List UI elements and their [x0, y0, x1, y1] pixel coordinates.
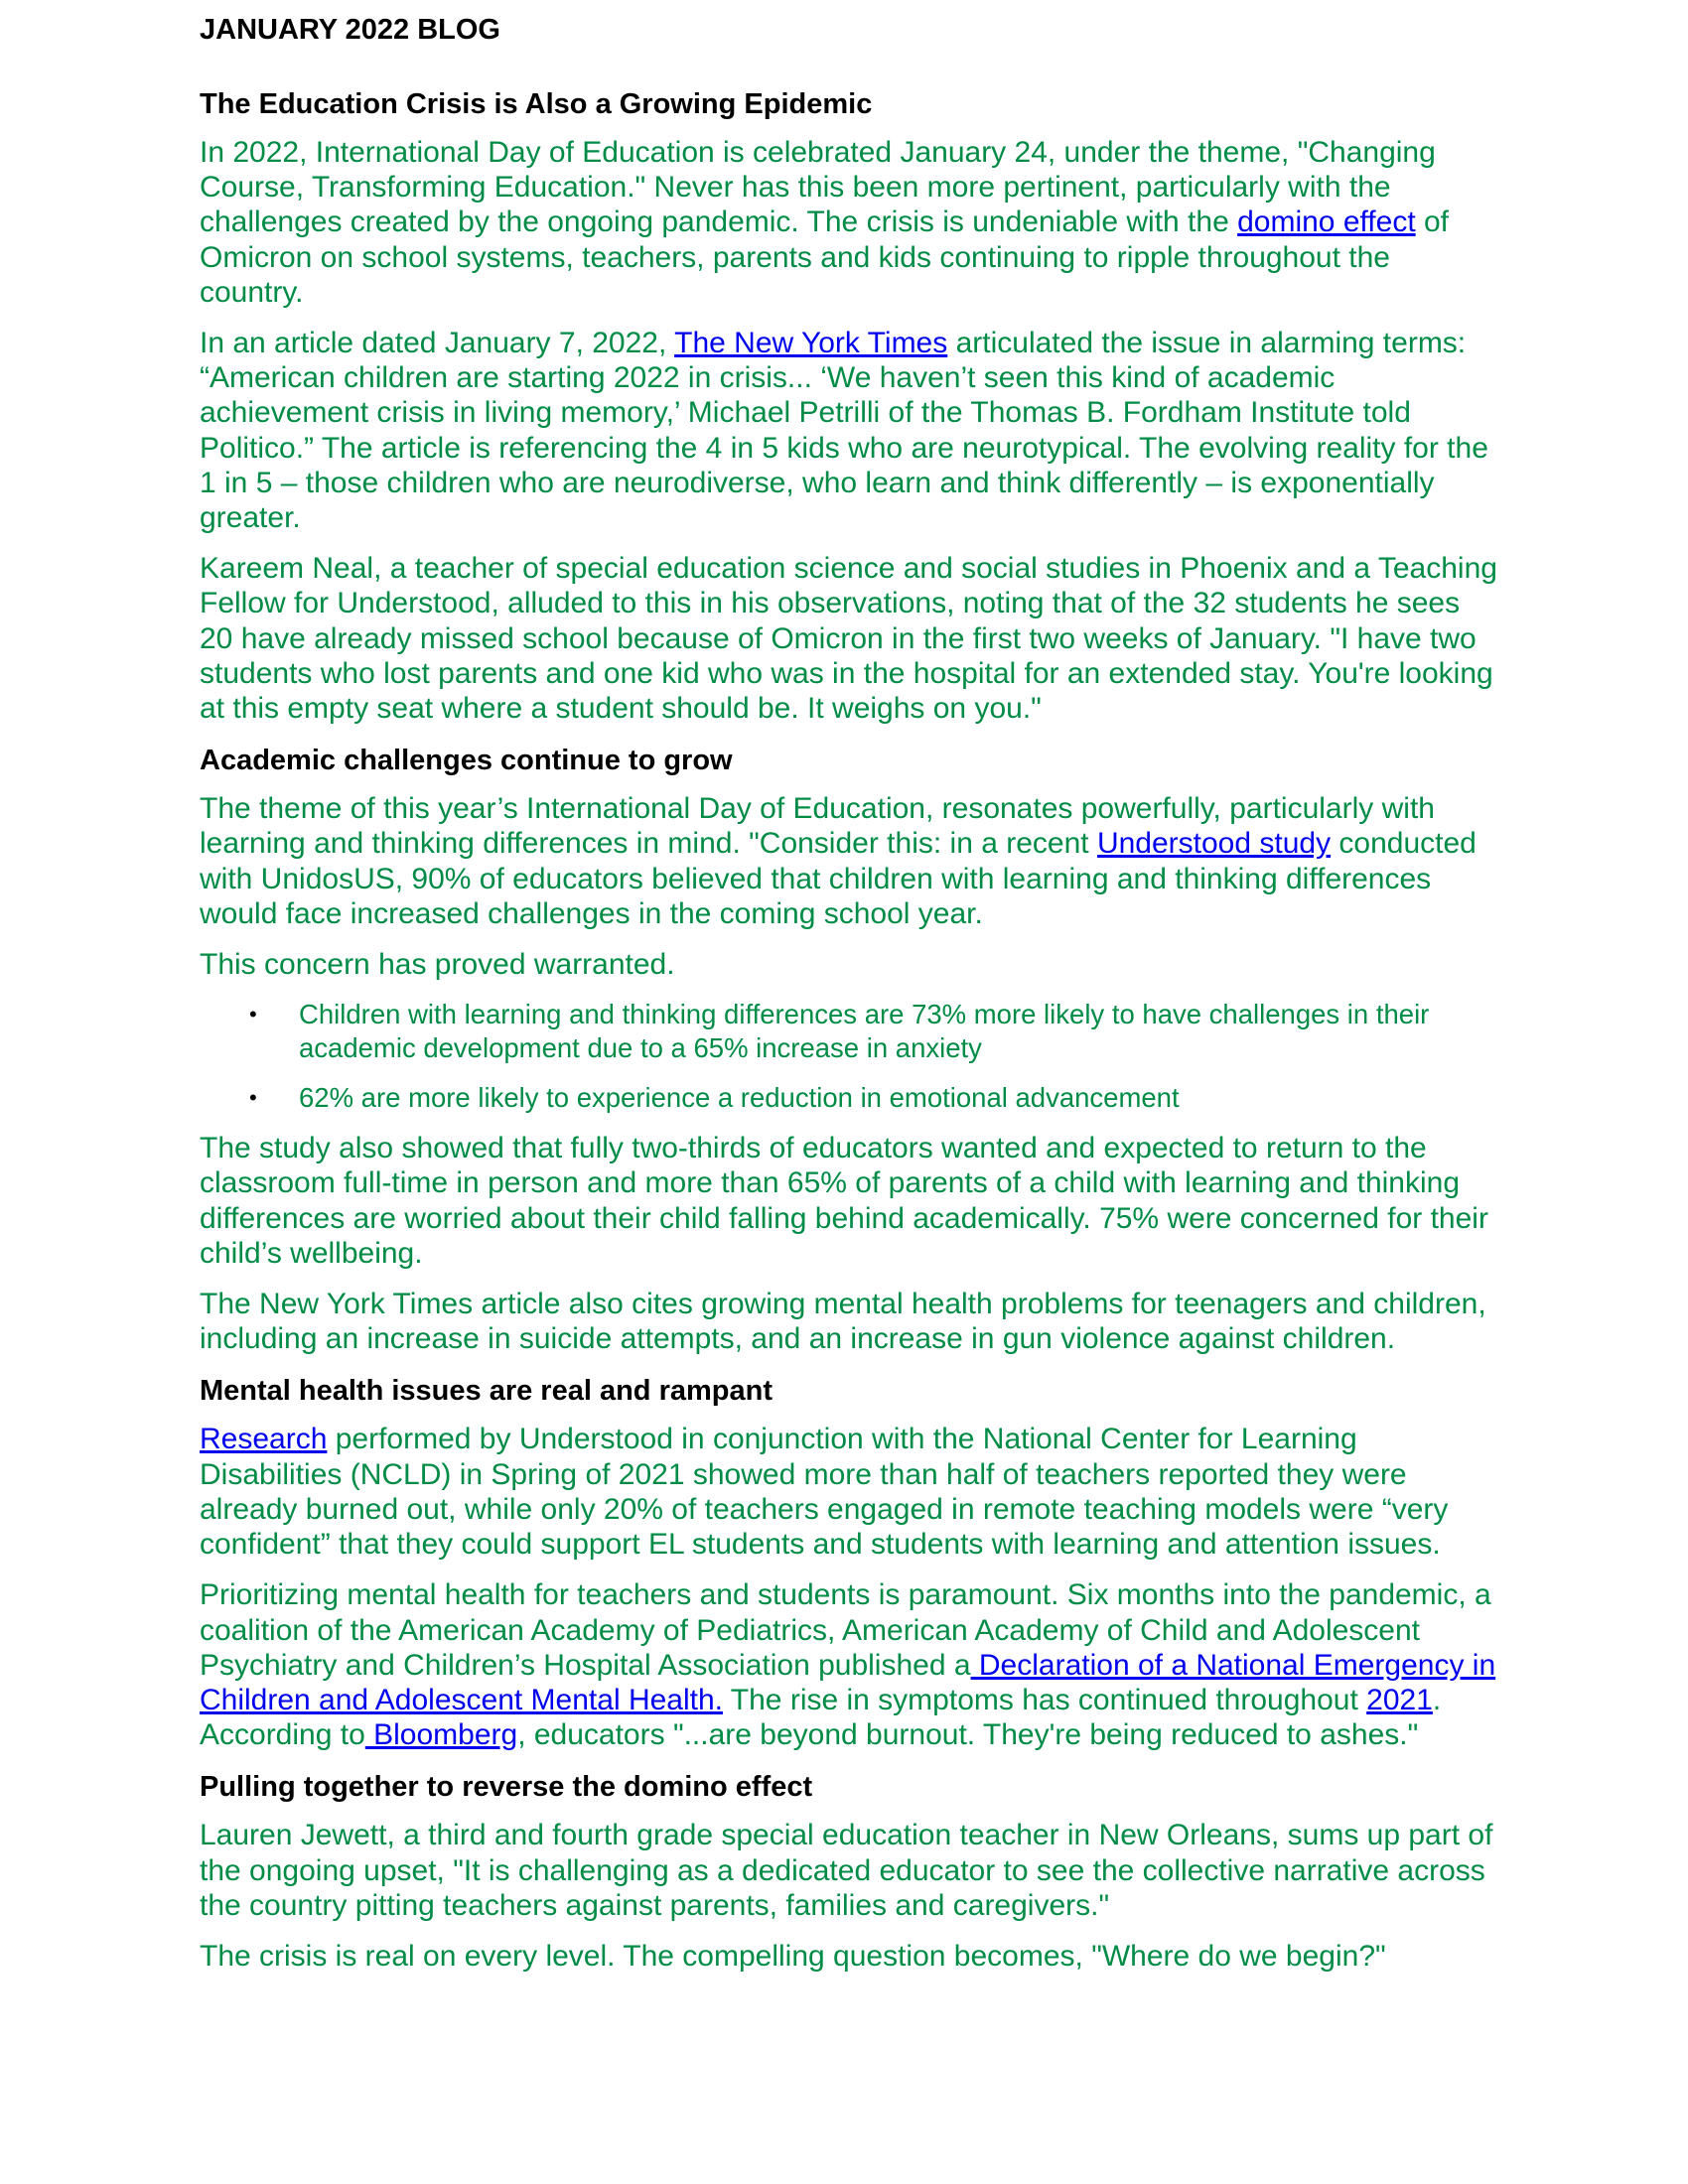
kareem-paragraph: Kareem Neal, a teacher of special education science and social studies in Phoenix and a Teaching Fellow for Understood, alluded to this in his observations, noting that of the 32 students he sees 20 have already missed school because of Omicron in the first two weeks of January. "I have two students who lost parents and one kid who was in the hospital for an extended stay. You're looking at this empty seat where a student should be. It weighs on you."	[200, 552, 1497, 726]
list-item	[200, 1081, 1500, 1115]
blog-label: JANUARY 2022 BLOG	[200, 14, 500, 46]
nyt-text-a: In an article dated January 7, 2022,	[200, 327, 675, 360]
prioritizing-text-a: Prioritizing mental health for teachers and students is paramount. Six months into the pandemic, a coalition of the American Academy of Pediatrics, American Academy of Child and Adolescent Psychiatry and Children’s Hospital Association published a	[200, 1578, 1491, 1682]
prioritizing-paragraph	[200, 1577, 1500, 1752]
article-title: The Education Crisis is Also a Growing Epidemic	[200, 88, 873, 120]
nyt-text-b: articulated the issue in alarming terms: “American children are starting 2022 in crisis... ‘We haven’t seen this kind of academic achievement crisis in living memory,’ Michael Petrilli of the Thomas B. Fordham Institute told Politico.” The article is referencing the 4 in 5 kids who are neurotypical. The evolving reality for the 1 in 5 – those children who are neurodiverse, who learn and think differently – is exponentially greater.	[200, 327, 1488, 535]
prioritizing-text-b: The rise in symptoms has continued throughout	[723, 1683, 1367, 1716]
intro-text-a: In 2022, International Day of Education is celebrated January 24, under the theme, "Changing Course, Transforming Education." Never has this been more pertinent, particularly with the challenges created by the ongoing pandemic. The crisis is undeniable with the	[200, 136, 1436, 239]
nyt-mental-health-paragraph: The New York Times article also cites growing mental health problems for teenagers and children, including an increase in suicide attempts, and an increase in gun violence against children.	[200, 1288, 1486, 1356]
section-heading-pulling-together: Pulling together to reverse the domino effect	[200, 1771, 813, 1804]
declaration-link[interactable]: Declaration of a National Emergency in Children and Adolescent Mental Health.	[200, 1648, 1496, 1716]
prioritizing-text-d: , educators "...are beyond burnout. They're being reduced to ashes."	[517, 1718, 1419, 1752]
theme-paragraph	[200, 791, 1500, 931]
theme-text-a: The theme of this year’s International Day of Education, resonates powerfully, particularly with learning and thinking differences in mind. "Consider this: in a recent	[200, 792, 1435, 861]
section-heading-mental-health: Mental health issues are real and rampant	[200, 1375, 773, 1408]
prioritizing-text-c: . According to	[200, 1683, 1442, 1752]
theme-text-b: conducted with UnidosUS, 90% of educators believed that children with learning and thinking differences would face increased challenges in the coming school year.	[200, 827, 1477, 930]
year-2021-link[interactable]: 2021	[1366, 1683, 1433, 1716]
blog-page	[200, 8, 1500, 1989]
nyt-link[interactable]: The New York Times	[674, 327, 948, 360]
list-item-text: Children with learning and thinking differences are 73% more likely to have challenges in their academic development due to a 65% increase in anxiety	[299, 999, 1430, 1064]
lauren-paragraph: Lauren Jewett, a third and fourth grade special education teacher in New Orleans, sums up part of the ongoing upset, "It is challenging as a dedicated educator to see the collective narrative across the country pitting teachers against parents, families and caregivers."	[200, 1819, 1493, 1922]
study-paragraph: The study also showed that fully two-thirds of educators wanted and expected to return to the classroom full-time in person and more than 65% of parents of a child with learning and thinking differences are worried about their child falling behind academically. 75% were concerned for their child’s wellbeing.	[200, 1132, 1488, 1270]
bullet-icon: •	[249, 1002, 257, 1027]
research-paragraph	[200, 1422, 1500, 1562]
bullet-icon: •	[249, 1085, 257, 1111]
research-link[interactable]: Research	[200, 1423, 328, 1456]
intro-text-b: of Omicron on school systems, teachers, parents and kids continuing to ripple throughout the country.	[200, 205, 1450, 309]
nyt-paragraph	[200, 326, 1500, 535]
concern-paragraph: This concern has proved warranted.	[200, 948, 675, 982]
research-text: performed by Understood in conjunction with the National Center for Learning Disabilities (NCLD) in Spring of 2021 showed more than half of teachers reported they were already burned out, while only 20% of teachers engaged in remote teaching models were “very confident” that they could support EL students and students with learning and attention issues.	[200, 1423, 1449, 1562]
section-heading-academic: Academic challenges continue to grow	[200, 745, 733, 777]
list-item-text: 62% are more likely to experience a reduction in emotional advancement	[299, 1082, 1180, 1114]
understood-study-link[interactable]: Understood study	[1096, 827, 1332, 861]
domino-effect-link[interactable]: domino effect	[1237, 205, 1416, 239]
bloomberg-link[interactable]: Bloomberg	[364, 1718, 518, 1752]
closing-paragraph: The crisis is real on every level. The compelling question becomes, "Where do we begin?"	[200, 1939, 1386, 1973]
list-item	[200, 998, 1500, 1065]
intro-paragraph	[200, 135, 1500, 310]
statistics-list	[200, 998, 1500, 1115]
